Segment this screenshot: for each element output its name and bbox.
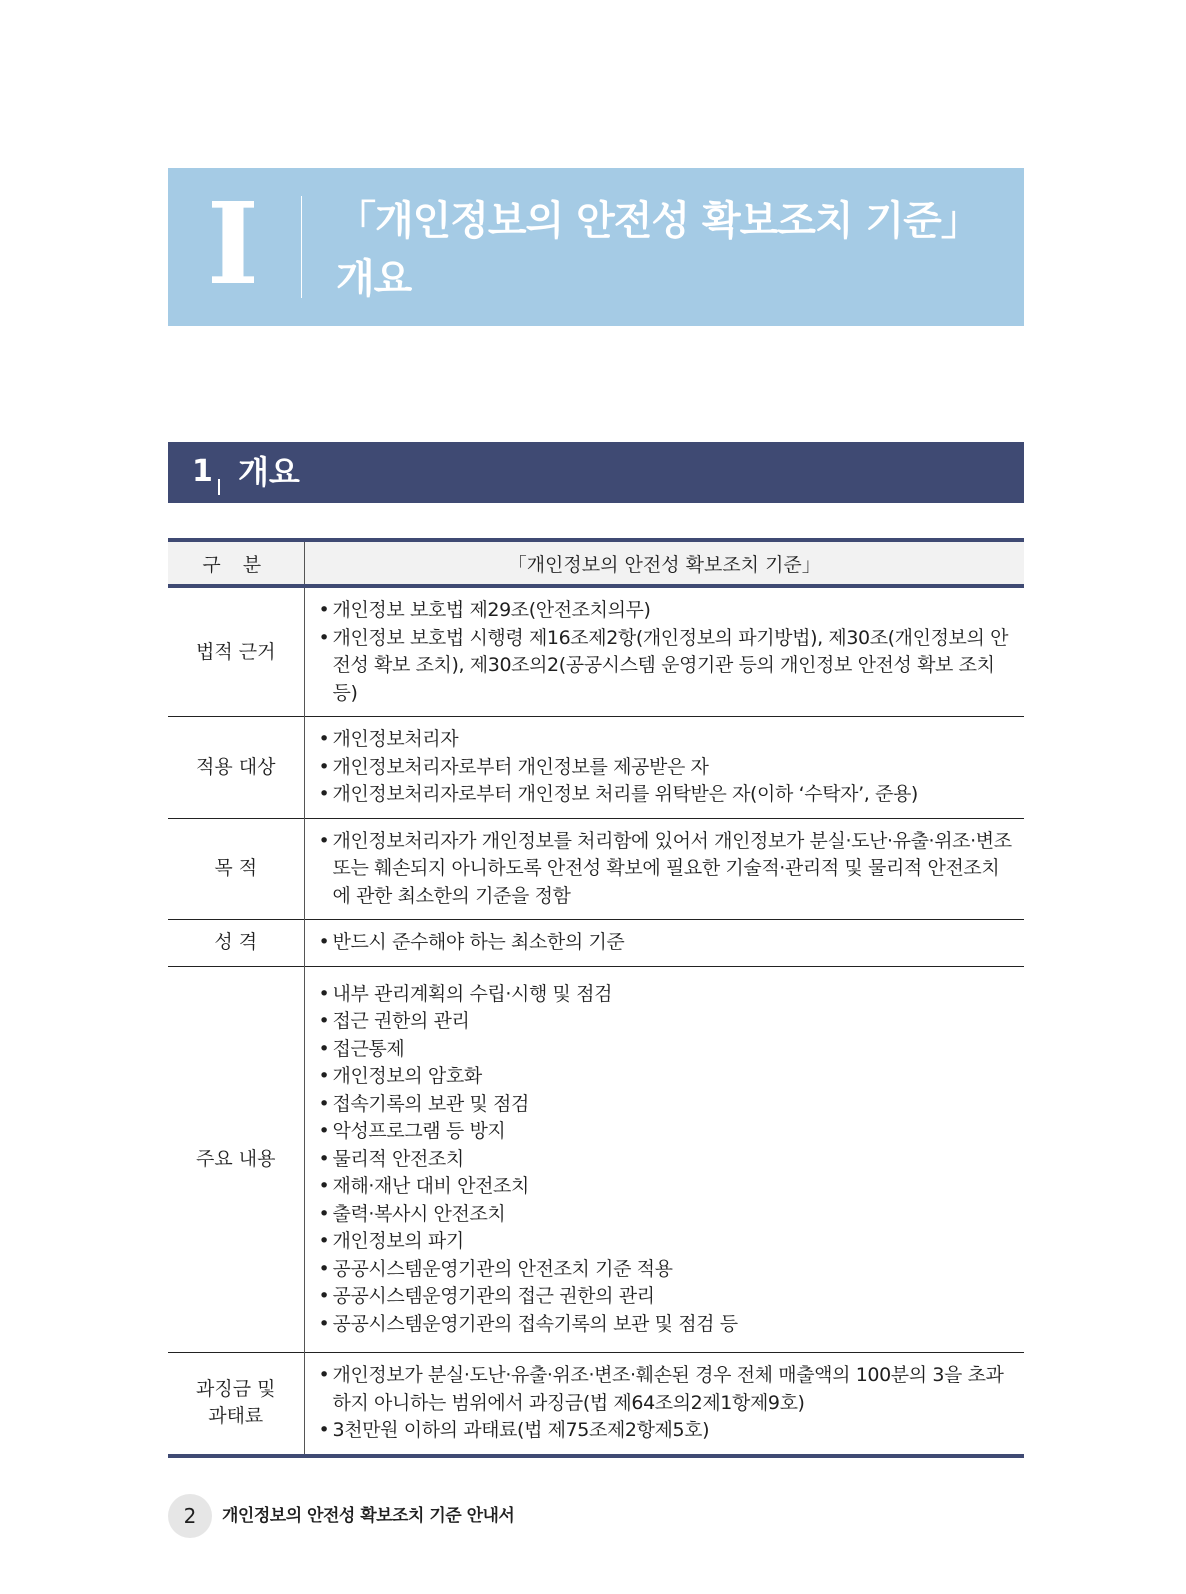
table-row	[168, 966, 1024, 1353]
table-header-row	[168, 540, 1024, 586]
row-category: 적용 대상	[168, 717, 304, 819]
page-number-badge: 2	[168, 1494, 212, 1538]
bullet-list	[319, 726, 1015, 809]
row-content	[304, 586, 1024, 717]
row-category: 주요 내용	[168, 966, 304, 1353]
chapter-banner	[168, 168, 1024, 326]
table-row	[168, 818, 1024, 920]
list-item: • 개인정보의 암호화	[319, 1063, 1015, 1091]
table-row	[168, 920, 1024, 967]
row-content	[304, 818, 1024, 920]
bullet-list	[319, 981, 1015, 1339]
bullet-list	[319, 597, 1015, 707]
chapter-numeral: I	[206, 179, 260, 310]
list-item: • 악성프로그램 등 방지	[319, 1118, 1015, 1146]
bullet-list	[319, 828, 1015, 911]
list-item: • 내부 관리계획의 수립·시행 및 점검	[319, 981, 1015, 1009]
list-item: • 접속기록의 보관 및 점검	[319, 1091, 1015, 1119]
list-item: • 접근 권한의 관리	[319, 1008, 1015, 1036]
list-item: • 개인정보 보호법 시행령 제16조제2항(개인정보의 파기방법), 제30조(개인정보의 안전성 확보 조치), 제30조의2(공공시스템 운영기관 등의 개인정보 안전성 확보 조치 등)	[319, 625, 1015, 708]
chapter-title	[336, 192, 1006, 308]
row-content	[304, 966, 1024, 1353]
table-row	[168, 1353, 1024, 1456]
table-row	[168, 717, 1024, 819]
section-title: 개요	[238, 453, 300, 491]
list-item: • 반드시 준수해야 하는 최소한의 기준	[319, 929, 1015, 957]
list-item: • 3천만원 이하의 과태료(법 제75조제2항제5호)	[319, 1417, 1015, 1445]
list-item: • 공공시스템운영기관의 접근 권한의 관리	[319, 1283, 1015, 1311]
list-item: • 개인정보처리자	[319, 726, 1015, 754]
table-row	[168, 586, 1024, 717]
list-item: • 물리적 안전조치	[319, 1146, 1015, 1174]
bullet-list	[319, 1362, 1015, 1445]
footer-doc-title: 개인정보의 안전성 확보조치 기준 안내서	[222, 1506, 515, 1526]
list-item: • 개인정보처리자가 개인정보를 처리함에 있어서 개인정보가 분실·도난·유출·위조·변조 또는 훼손되지 아니하도록 안전성 확보에 필요한 기술적·관리적 및 물리적 안전조치에 관한 최소한의 기준을 정함	[319, 828, 1015, 911]
row-category: 성 격	[168, 920, 304, 967]
row-category: 법적 근거	[168, 586, 304, 717]
section-number: 1	[192, 454, 213, 489]
section-header	[168, 442, 1024, 503]
row-content	[304, 1353, 1024, 1456]
list-item: • 개인정보의 파기	[319, 1228, 1015, 1256]
row-content	[304, 920, 1024, 967]
row-category-line2: 과태료	[208, 1405, 264, 1428]
list-item: • 공공시스템운영기관의 접속기록의 보관 및 점검 등	[319, 1311, 1015, 1339]
list-item: • 개인정보처리자로부터 개인정보를 제공받은 자	[319, 754, 1015, 782]
header-standard: 「개인정보의 안전성 확보조치 기준」	[304, 540, 1024, 586]
list-item: • 개인정보가 분실·도난·유출·위조·변조·훼손된 경우 전체 매출액의 100분의 3을 초과하지 아니하는 범위에서 과징금(법 제64조의2제1항제9호)	[319, 1362, 1015, 1417]
chapter-title-line1: 「개인정보의 안전성 확보조치 기준」	[336, 198, 980, 244]
row-content	[304, 717, 1024, 819]
overview-table	[168, 538, 1024, 1458]
list-item: • 재해·재난 대비 안전조치	[319, 1173, 1015, 1201]
bullet-list	[319, 929, 1015, 957]
chapter-divider	[301, 196, 302, 298]
row-category	[168, 1353, 304, 1456]
list-item: • 출력·복사시 안전조치	[319, 1201, 1015, 1229]
list-item: • 접근통제	[319, 1036, 1015, 1064]
header-category: 구 분	[168, 540, 304, 586]
list-item: • 개인정보 보호법 제29조(안전조치의무)	[319, 597, 1015, 625]
chapter-title-line2: 개요	[336, 256, 412, 302]
row-category-line1: 과징금 및	[196, 1378, 276, 1401]
section-divider	[218, 479, 220, 495]
list-item: • 개인정보처리자로부터 개인정보 처리를 위탁받은 자(이하 ‘수탁자’, 준용)	[319, 781, 1015, 809]
row-category: 목 적	[168, 818, 304, 920]
list-item: • 공공시스템운영기관의 안전조치 기준 적용	[319, 1256, 1015, 1284]
